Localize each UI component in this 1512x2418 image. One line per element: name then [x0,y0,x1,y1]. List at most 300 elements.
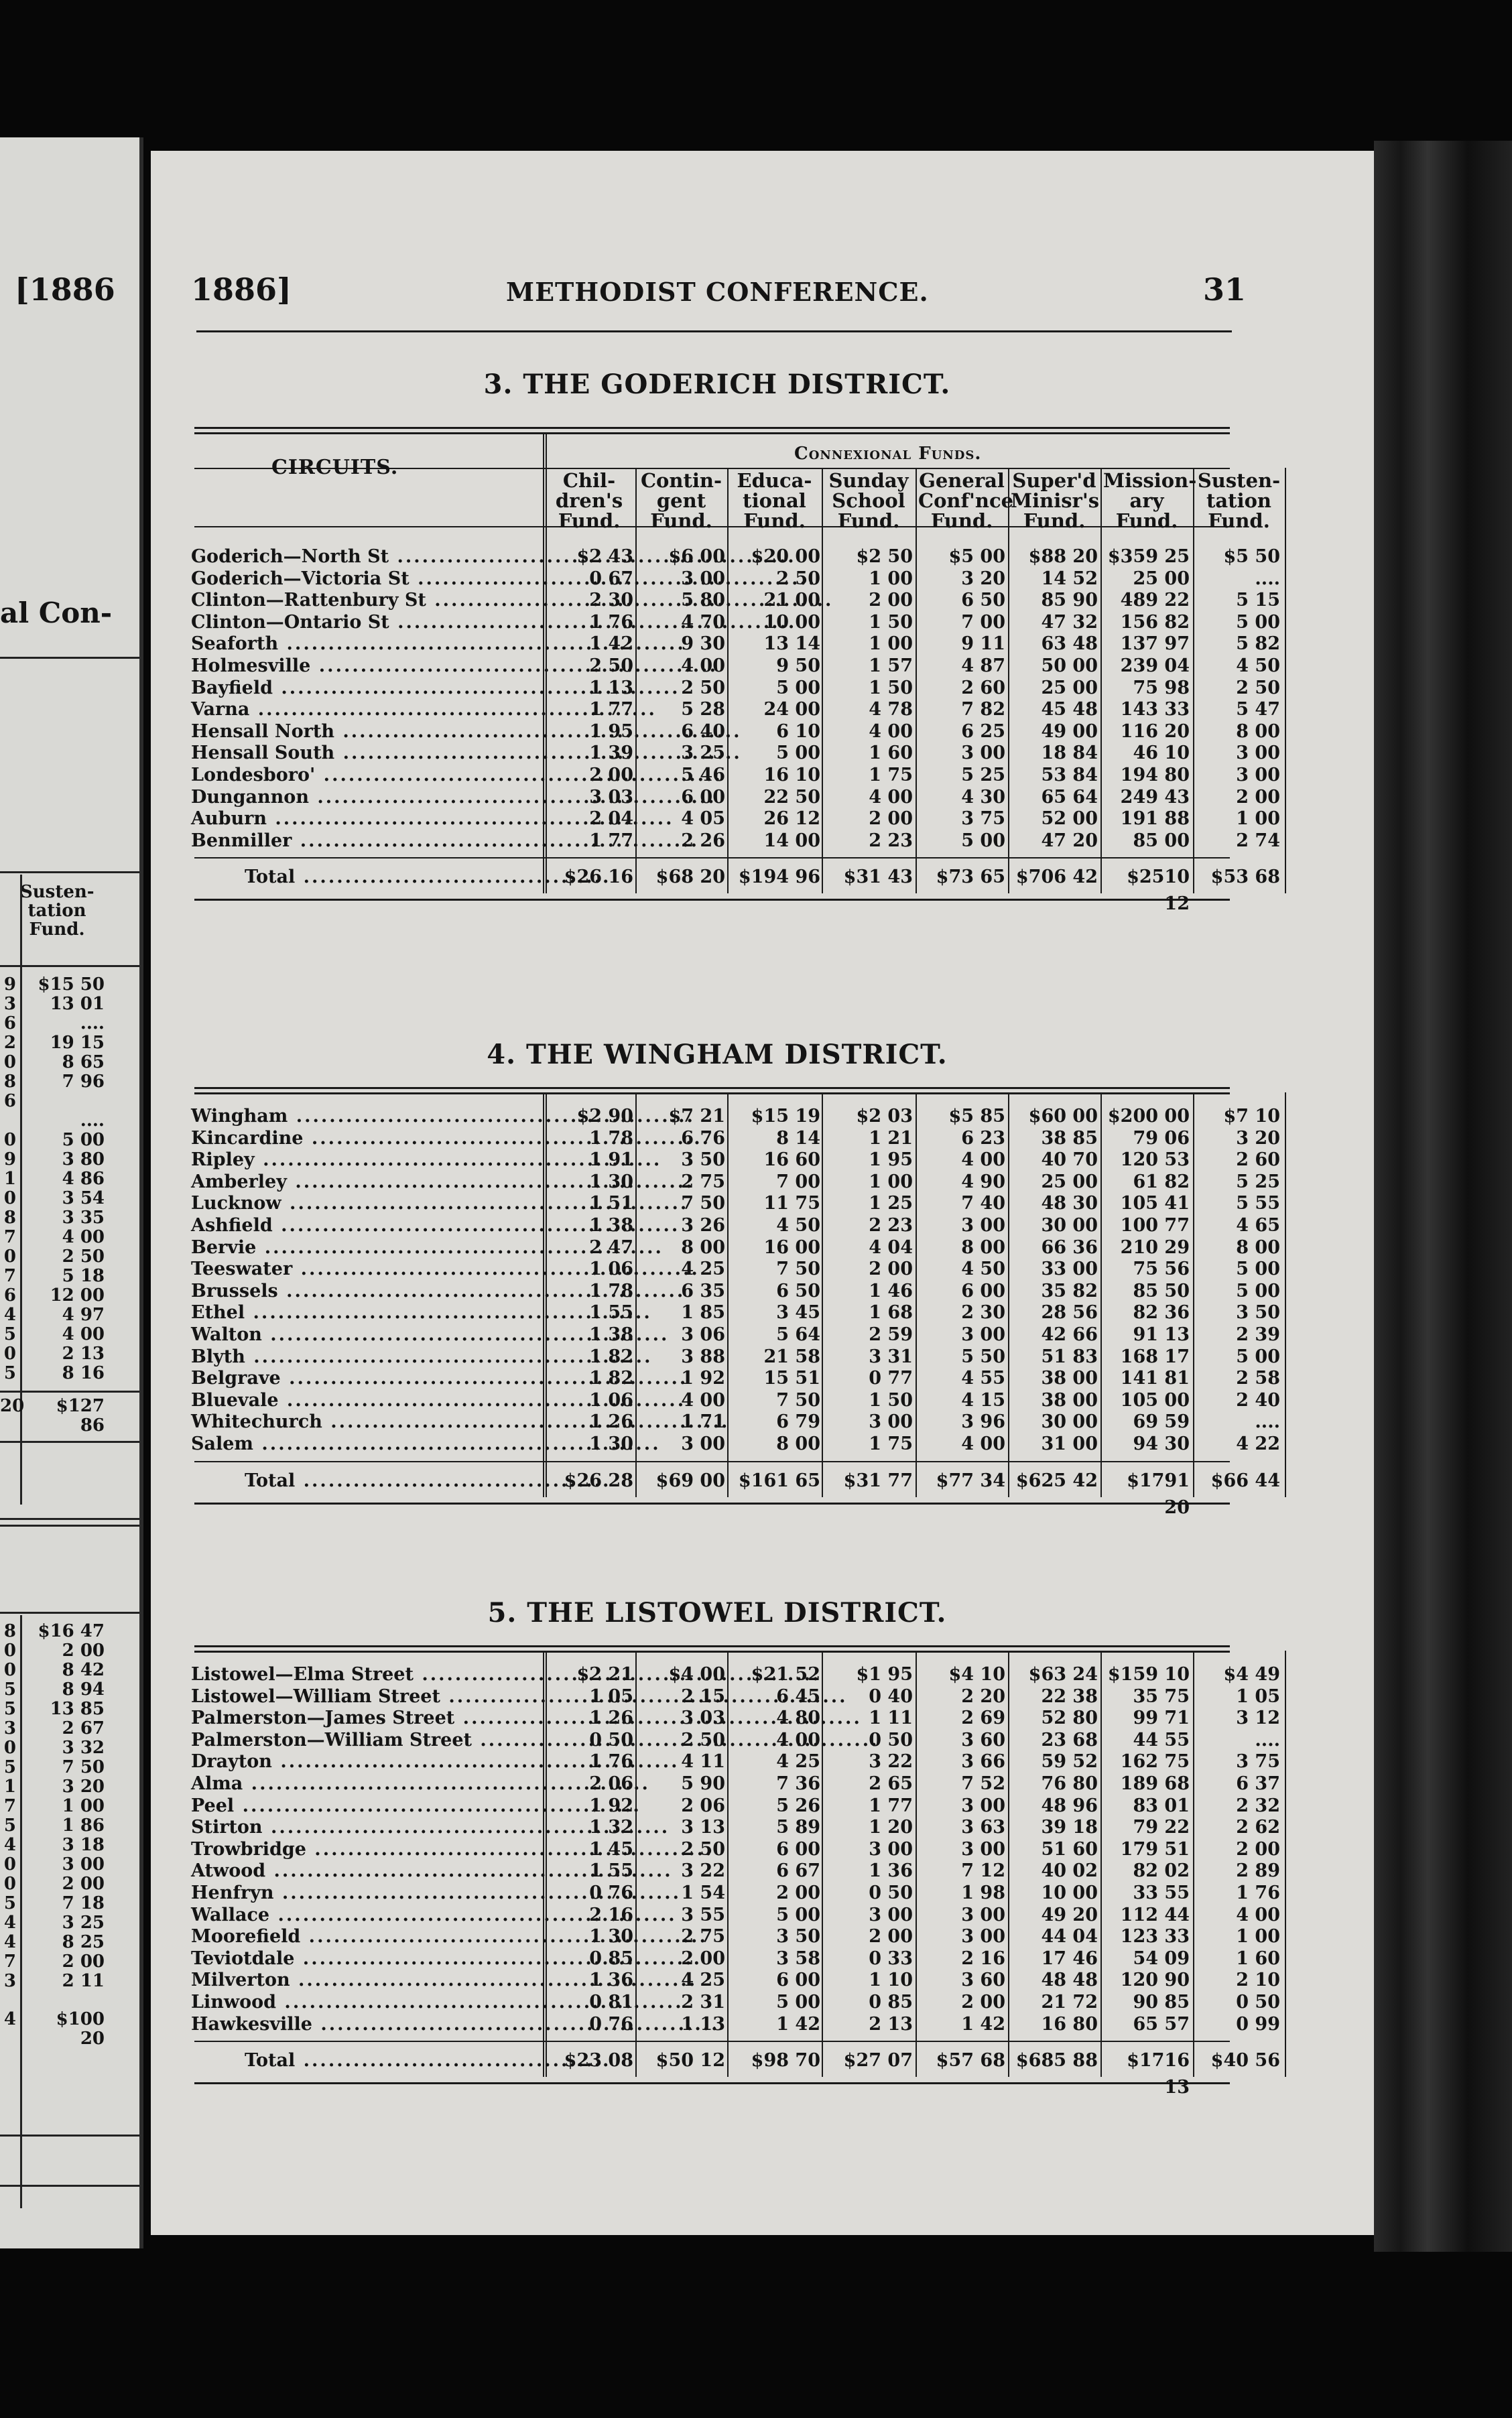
column-header: Mission- ary Fund. [1103,469,1197,532]
fund-value: 5 00 [1236,611,1280,633]
district-title: 4. THE WINGHAM DISTRICT. [487,1039,948,1070]
fund-value: 7 12 [961,1860,1005,1882]
total-value: $31 77 [843,1470,913,1491]
fund-value: $7 10 [1223,1106,1280,1127]
total-value: $625 42 [1015,1470,1098,1491]
circuit-row [191,786,1280,809]
column-divider [1285,468,1286,893]
fund-value: 31 00 [1041,1433,1098,1454]
fund-value: 6 76 [681,1127,725,1149]
fund-value: 82 36 [1133,1302,1190,1324]
listowel-district [191,1597,1280,2240]
fund-value: 3 96 [961,1411,1005,1433]
circuit-row [191,1751,1280,1773]
fund-value: 6 23 [961,1127,1005,1149]
fund-value: 3 03 [681,1708,725,1729]
fund-value: 5 90 [681,1773,725,1794]
fund-value: $4 49 [1223,1664,1280,1685]
fund-value: 8 00 [1236,720,1280,742]
fund-value: 123 33 [1120,1926,1190,1948]
left-page-value: 13 85 [50,1699,105,1719]
left-page-row [0,1014,139,1033]
fund-value: 42 66 [1041,1324,1098,1345]
circuit-name: Palmerston—James Street ..... [191,1708,479,1730]
fund-value: 4 80 [776,1708,820,1729]
total-value: $69 00 [655,1470,725,1491]
total-value: $161 65 [738,1470,820,1491]
fund-value: $21 52 [751,1664,820,1685]
fund-value: 1 91 [589,1149,633,1171]
circuit-name: Lucknow ..... [191,1193,479,1215]
left-page-row [0,1836,139,1855]
left-page-value: 8 [3,1208,16,1228]
left-page-value: 4 [3,1835,16,1855]
left-page-value: 0 [3,1874,16,1894]
fund-value: 5 00 [776,743,820,764]
fund-value: 3 13 [681,1817,725,1838]
fund-value: 5 00 [1236,1259,1280,1280]
fund-value: 4 25 [681,1970,725,1991]
fund-value: 33 00 [1041,1259,1098,1280]
left-page-total [0,2009,139,2049]
left-page-value: 0 [3,1247,16,1267]
fund-value: $4 00 [668,1664,725,1685]
fund-value: 0 81 [589,1991,633,2013]
fund-value: 10 00 [763,611,820,633]
fund-value: 6 00 [776,1970,820,1991]
left-page-row [0,1952,139,1972]
left-page-value: 7 [3,1227,16,1247]
circuit-name: Atwood ..... [191,1860,479,1883]
circuit-name: Clinton—Ontario St ..... [191,612,479,634]
left-page-value: 3 35 [62,1208,105,1228]
left-page-value: 5 [3,1699,16,1719]
left-page-value: 0 [3,1344,16,1364]
fund-value: $4 10 [948,1664,1005,1685]
circuit-name: Moorefield ..... [191,1926,479,1948]
circuit-name: Drayton ..... [191,1751,479,1773]
circuit-row [191,1970,1280,1992]
fund-value: 179 51 [1120,1838,1190,1860]
fund-value: 4 70 [681,611,725,633]
fund-value: 1 39 [589,743,633,764]
left-page-value: 7 18 [62,1893,105,1913]
fund-value: 4 15 [961,1389,1005,1411]
fund-value: 2 50 [681,1838,725,1860]
fund-value: 4 00 [776,1729,820,1751]
circuit-name: Milverton ..... [191,1970,479,1992]
left-page-value: 5 00 [62,1130,105,1150]
fund-value: 2 65 [869,1773,913,1794]
total-value: $77 34 [936,1470,1005,1491]
fund-value: 10 00 [1041,1882,1098,1903]
circuit-row [191,1729,1280,1752]
left-page-row [0,1364,139,1383]
fund-value: 3 50 [681,1149,725,1171]
total-value: $706 42 [1015,867,1098,888]
circuit-name: Alma ..... [191,1773,479,1795]
fund-value: 15 51 [763,1368,820,1389]
left-page-value: 1 [3,1169,16,1189]
left-page-value: 2 11 [62,1971,105,1991]
circuit-name: Kincardine ..... [191,1128,479,1150]
fund-value: 1 05 [589,1685,633,1707]
fund-value: 82 02 [1133,1860,1190,1882]
header-title: METHODIST CONFERENCE. [506,277,929,307]
fund-value: 1 75 [869,764,913,785]
fund-value: 4 50 [776,1214,820,1236]
circuit-name: Bayfield ..... [191,678,479,700]
fund-value: 4 87 [961,655,1005,676]
fund-value: 3 66 [961,1751,1005,1773]
fund-value: 1 76 [589,1751,633,1773]
table-rule [194,1645,1230,1647]
left-page-value: 4 86 [62,1169,105,1189]
fund-value: 3 60 [961,1970,1005,1991]
fund-value: 49 00 [1041,720,1098,742]
circuit-row [191,1904,1280,1927]
fund-value: 24 00 [763,699,820,720]
fund-value: 76 80 [1041,1773,1098,1794]
column-divider [1285,1651,1286,2077]
left-page-value: 0 [3,1052,16,1072]
fund-value: 1 11 [869,1708,913,1729]
circuit-row [191,1280,1280,1303]
fund-value: 33 55 [1133,1882,1190,1903]
fund-value: 1 42 [589,633,633,655]
left-page-row [0,1247,139,1267]
fund-value: 1 00 [1236,808,1280,830]
left-page-row [0,1874,139,1894]
table-rule [194,432,1230,434]
left-page-table-1 [0,974,139,1436]
fund-value: 4 04 [869,1236,913,1258]
left-page-value: 5 [3,1363,16,1383]
fund-value: 2 62 [1236,1817,1280,1838]
fund-value: 5 00 [776,1904,820,1925]
fund-value: 2 30 [589,590,633,611]
circuit-row [191,546,1280,568]
fund-value: 65 64 [1041,786,1098,808]
fund-value: 40 70 [1041,1149,1098,1171]
fund-value: 1 60 [869,743,913,764]
fund-value: 17 46 [1041,1948,1098,1969]
left-page-value: 3 [3,994,16,1014]
fund-value: 0 50 [589,1729,633,1751]
left-page-value: .... [80,1110,105,1131]
fund-value: 16 80 [1041,2013,1098,2035]
fund-value: 3 00 [961,1926,1005,1948]
fund-value: 2 00 [961,1991,1005,2013]
fund-value: 14 00 [763,830,820,851]
fund-value: 5 00 [961,830,1005,851]
circuit-name: Varna ..... [191,699,479,721]
fund-value: 1 77 [589,830,633,851]
fund-value: 6 37 [1236,1773,1280,1794]
fund-value: 4 00 [869,786,913,808]
fund-value: 3 25 [681,743,725,764]
left-page-value: 4 [3,1932,16,1952]
fund-value: 0 76 [589,2013,633,2035]
fund-value: 4 50 [961,1259,1005,1280]
fund-value: 1 57 [869,655,913,676]
circuit-name: Belgrave ..... [191,1368,479,1390]
fund-value: 2 60 [1236,1149,1280,1171]
fund-value: 3 03 [589,786,633,808]
left-page-row [0,995,139,1014]
circuit-row [191,1149,1280,1171]
fund-value: 1 06 [589,1389,633,1411]
circuit-row [191,699,1280,721]
circuit-name: Londesboro' ..... [191,765,479,787]
circuit-name: Linwood ..... [191,1992,479,2014]
fund-value: $5 00 [948,546,1005,567]
left-page-value: 7 [3,1796,16,1816]
fund-value: 26 12 [763,808,820,830]
left-page-row [0,1738,139,1758]
fund-value: 239 04 [1120,655,1190,676]
table-rule [194,1461,1230,1462]
left-page-value: 8 16 [62,1363,105,1383]
left-page-row [0,1913,139,1933]
fund-value: 1 30 [589,1171,633,1192]
fund-value: 1 32 [589,1817,633,1838]
circuit-row [191,1368,1280,1390]
total-value: $26 28 [564,1470,633,1491]
fund-value: .... [1255,1729,1280,1751]
fund-value: 47 32 [1041,611,1098,633]
fund-value: 2 00 [776,1882,820,1903]
fund-value: 5 00 [776,677,820,698]
fund-value: 11 75 [763,1193,820,1214]
fund-value: 210 29 [1120,1236,1190,1258]
fund-value: 120 53 [1120,1149,1190,1171]
circuit-row [191,1991,1280,2014]
fund-value: 6 25 [961,720,1005,742]
fund-value: 21 58 [763,1346,820,1367]
fund-value: $159 10 [1107,1664,1190,1685]
fund-value: 38 00 [1041,1368,1098,1389]
circuit-row [191,1926,1280,1948]
fund-value: 2 50 [681,677,725,698]
fund-value: 3 20 [1236,1127,1280,1149]
total-value: $1716 13 [1127,2050,1190,2098]
left-page-row [0,1622,139,1641]
fund-value: 7 50 [681,1193,725,1214]
fund-value: 2 23 [869,830,913,851]
fund-value: 0 50 [869,1882,913,1903]
circuit-row [191,633,1280,655]
column-header: Contin- gent Fund. [640,469,722,532]
left-page-value: 0 [3,1641,16,1661]
fund-value: 21 00 [763,590,820,611]
left-page-value: 4 [3,1305,16,1325]
fund-value: 1 26 [589,1708,633,1729]
fund-value: 2 75 [681,1926,725,1948]
circuit-name: Dungannon ..... [191,787,479,809]
circuit-name: Ashfield ..... [191,1215,479,1237]
fund-value: 5 89 [776,1817,820,1838]
fund-value: 6 45 [776,1685,820,1707]
total-value: $685 88 [1015,2050,1098,2072]
fund-value: 141 81 [1120,1368,1190,1389]
circuit-row [191,1708,1280,1730]
fund-value: 30 00 [1041,1214,1098,1236]
fund-value: 6 67 [776,1860,820,1882]
left-page-value: 3 54 [62,1188,105,1208]
fund-value: 3 00 [961,1214,1005,1236]
fund-value: 2 04 [589,808,633,830]
fund-value: 65 57 [1133,2013,1190,2035]
circuit-row [191,1193,1280,1215]
left-page-value: 1 [3,1777,16,1797]
table-rule [194,899,1230,901]
fund-value: 1 82 [589,1368,633,1389]
fund-value: 51 83 [1041,1346,1098,1367]
fund-value: 1 95 [589,720,633,742]
fund-value: 3 00 [961,1795,1005,1816]
fund-value: 9 50 [776,655,820,676]
fund-value: 143 33 [1120,699,1190,720]
left-page-table-2 [0,1621,139,2049]
left-page-row [0,1267,139,1286]
fund-value: 9 30 [681,633,725,655]
total-value: $1791 20 [1127,1470,1190,1518]
circuit-row [191,1685,1280,1708]
left-page-value: 5 [3,1757,16,1777]
left-page-value: 4 00 [62,1324,105,1344]
circuit-row [191,590,1280,612]
left-page-value: 3 18 [62,1835,105,1855]
total-value: $2510 12 [1127,867,1190,915]
circuit-name: Wingham ..... [191,1106,479,1128]
total-value: $68 20 [655,867,725,888]
left-page-value: 0 [3,1130,16,1150]
fund-value: 1 36 [589,1970,633,1991]
fund-value: 2 13 [869,2013,913,2035]
fund-value: 3 06 [681,1324,725,1345]
circuit-row [191,1214,1280,1237]
fund-value: 6 00 [776,1838,820,1860]
fund-value: 47 20 [1041,830,1098,851]
fund-value: 1 26 [589,1411,633,1433]
fund-value: 7 40 [961,1193,1005,1214]
circuit-name: Listowel—William Street ..... [191,1686,479,1708]
left-page-value: 12 00 [50,1285,105,1306]
fund-value: 5 47 [1236,699,1280,720]
left-page-row [0,1344,139,1364]
left-page-value: 0 [3,1854,16,1874]
left-page-value: 8 42 [62,1660,105,1680]
header-rule [196,330,1232,332]
fund-value: 0 85 [589,1948,633,1969]
book-spine [1374,141,1512,2252]
fund-value: $5 85 [948,1106,1005,1127]
left-facing-page [0,137,143,2248]
fund-value: 3 00 [961,743,1005,764]
circuit-name: Teviotdale ..... [191,1948,479,1970]
fund-value: 40 02 [1041,1860,1098,1882]
fund-value: 16 60 [763,1149,820,1171]
circuit-name: Salem ..... [191,1434,479,1456]
left-page-row [0,1131,139,1150]
fund-value: 4 11 [681,1751,725,1773]
circuit-name: Ripley ..... [191,1149,479,1171]
left-page-total-value: 4 [3,2009,16,2029]
fund-value: 1 42 [776,2013,820,2035]
fund-value: 59 52 [1041,1751,1098,1773]
left-page-value: 1 00 [62,1796,105,1816]
connexional-funds-header: Connexional Funds. [794,444,982,464]
fund-value: $2 03 [856,1106,913,1127]
fund-value: 75 98 [1133,677,1190,698]
total-value: $53 68 [1210,867,1280,888]
fund-value: 1 06 [589,1259,633,1280]
total-value: $73 65 [936,867,1005,888]
fund-value: 85 90 [1041,590,1098,611]
fund-value: 3 12 [1236,1708,1280,1729]
fund-value: 2 40 [1236,1389,1280,1411]
fund-value: 2 00 [681,1948,725,1969]
column-header: Chil- dren's Fund. [555,469,623,532]
left-page-rule [0,2185,139,2187]
fund-value: 2 30 [961,1302,1005,1324]
fund-value: 2 15 [681,1685,725,1707]
fund-value: 1 95 [869,1149,913,1171]
fund-value: 2 50 [1236,677,1280,698]
circuit-name: Hensall South ..... [191,743,479,765]
fund-value: 48 96 [1041,1795,1098,1816]
fund-value: 7 00 [961,611,1005,633]
left-page-value: 8 [3,1072,16,1092]
circuit-rows [191,1106,1280,1456]
left-page-value: 0 [3,1738,16,1758]
circuit-row [191,1324,1280,1346]
column-header: Educa- tional Fund. [737,469,812,532]
circuit-row [191,1838,1280,1861]
fund-value: 30 00 [1041,1411,1098,1433]
circuit-name: Peel ..... [191,1795,479,1818]
left-page-value: 4 97 [62,1305,105,1325]
fund-value: 3 00 [1236,743,1280,764]
circuit-row [191,655,1280,678]
left-page-value: 1 86 [62,1816,105,1836]
fund-value: 1 54 [681,1882,725,1903]
fund-value: $15 19 [751,1106,820,1127]
fund-value: $63 24 [1028,1664,1098,1685]
fund-value: 0 40 [869,1685,913,1707]
fund-value: 2 00 [589,764,633,785]
circuit-rows [191,1664,1280,2035]
left-page-value: 7 [3,1952,16,1972]
circuit-name: Palmerston—William Street ..... [191,1730,479,1752]
fund-value: 3 75 [961,808,1005,830]
fund-value: 3 20 [961,568,1005,589]
left-page-row [0,1719,139,1738]
fund-value: 91 13 [1133,1324,1190,1345]
fund-value: $2 50 [856,546,913,567]
left-page-value: 6 [3,1285,16,1306]
total-value: $40 56 [1210,2050,1280,2072]
fund-value: 51 60 [1041,1838,1098,1860]
left-page-value: 3 [3,1718,16,1738]
total-value: $23 08 [564,2050,633,2072]
fund-value: 194 80 [1120,764,1190,785]
fund-value: 1 30 [589,1433,633,1454]
fund-value: .... [1255,1411,1280,1433]
fund-value: 1 68 [869,1302,913,1324]
left-page-value: 2 50 [62,1247,105,1267]
